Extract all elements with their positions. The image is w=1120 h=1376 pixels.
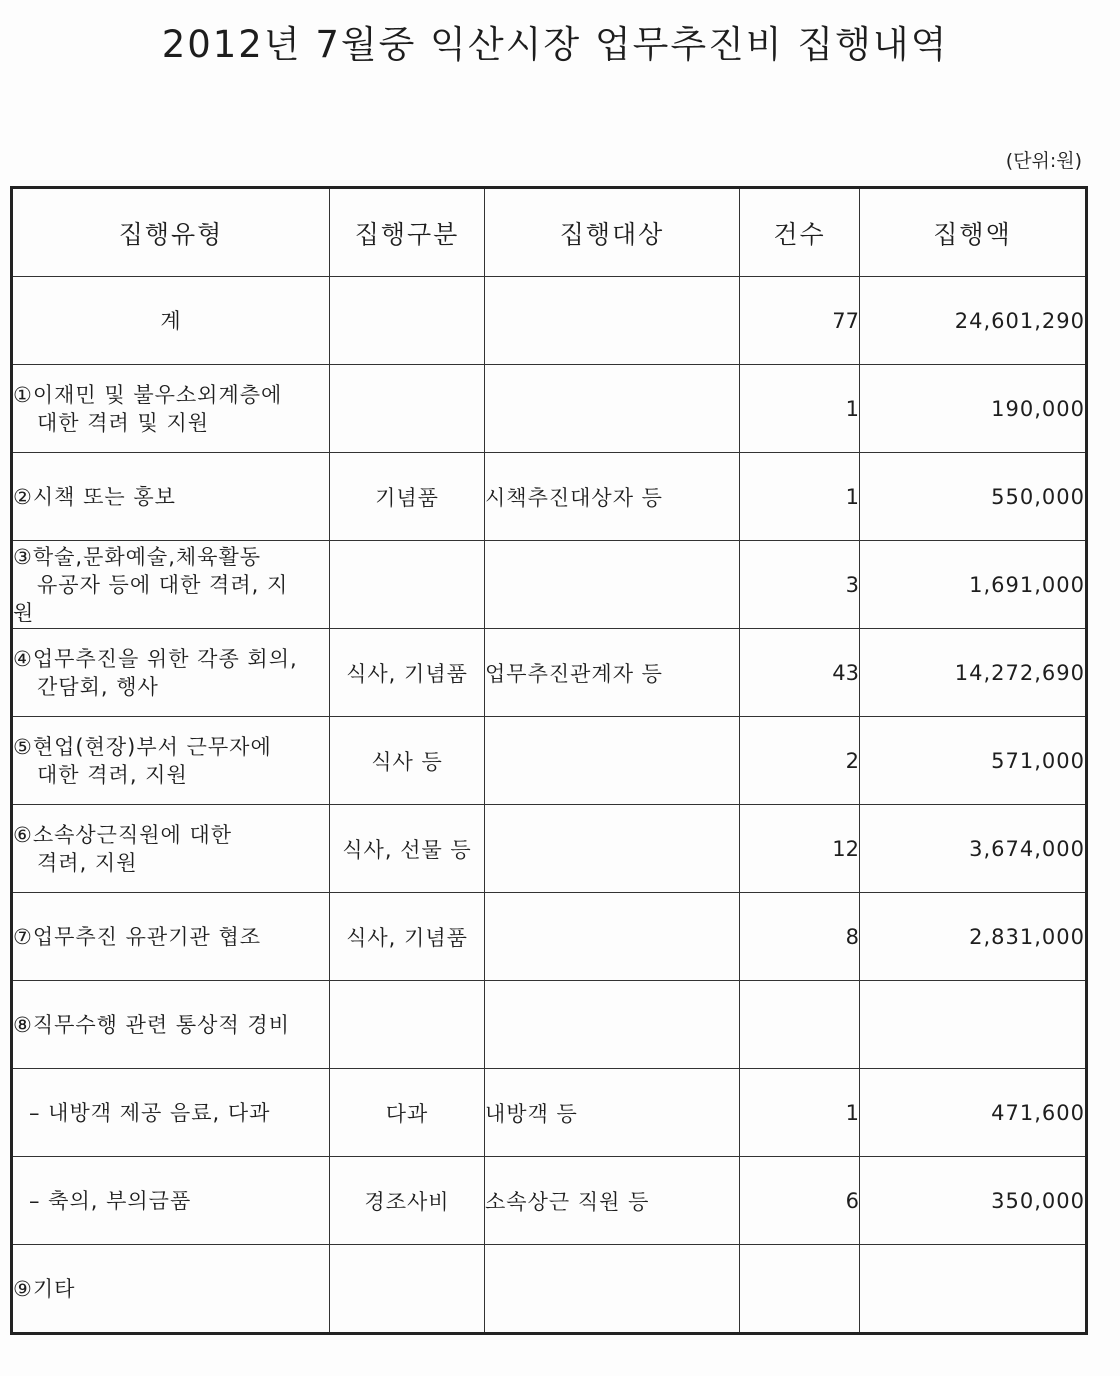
expense-table [10,186,1088,1335]
target-cell: 시책추진대상자 등 [485,453,740,541]
type-cell [12,541,330,629]
table-row [12,1069,1087,1157]
type-cell [12,1157,330,1245]
type-cell [12,453,330,541]
category-cell: 식사 등 [330,717,485,805]
amount-cell: 2,831,000 [860,893,1087,981]
amount-cell: 24,601,290 [860,277,1087,365]
type-cell [12,629,330,717]
table-row [12,1245,1087,1334]
category-cell: 식사, 기념품 [330,893,485,981]
type-text: ②시책 또는 홍보 [13,484,176,509]
amount-cell: 350,000 [860,1157,1087,1245]
target-cell: 소속상근 직원 등 [485,1157,740,1245]
category-cell: 경조사비 [330,1157,485,1245]
category-cell [330,1245,485,1334]
type-cell [12,1245,330,1334]
type-cell [12,277,330,365]
table-row [12,541,1087,629]
table-row [12,629,1087,717]
amount-cell [860,981,1087,1069]
table-row [12,893,1087,981]
type-text: ⑧직무수행 관련 통상적 경비 [13,1012,290,1037]
category-cell: 기념품 [330,453,485,541]
category-cell [330,541,485,629]
count-cell: 12 [740,805,860,893]
amount-cell: 3,674,000 [860,805,1087,893]
header-count: 건수 [740,188,860,277]
table-row [12,1157,1087,1245]
type-text-cont: 격려, 지원 [37,850,138,875]
category-cell: 식사, 선물 등 [330,805,485,893]
amount-cell [860,1245,1087,1334]
header-amount: 집행액 [860,188,1087,277]
type-text: ①이재민 및 불우소외계층에 [13,382,283,407]
count-cell: 2 [740,717,860,805]
type-cell [12,717,330,805]
type-cell [12,365,330,453]
type-text: ④업무추진을 위한 각종 회의, [13,646,298,671]
type-text-wrap: 원 [13,600,35,625]
category-cell [330,365,485,453]
type-text-cont: 간담회, 행사 [37,674,159,699]
type-text-cont: 유공자 등에 대한 격려, 지 [37,572,289,597]
amount-cell: 571,000 [860,717,1087,805]
count-cell: 1 [740,1069,860,1157]
table-row [12,717,1087,805]
type-text: – 내방객 제공 음료, 다과 [29,1100,271,1125]
target-cell [485,981,740,1069]
type-text: ⑦업무추진 유관기관 협조 [13,924,262,949]
table-row [12,805,1087,893]
type-text: ⑤현업(현장)부서 근무자에 [13,734,272,759]
type-text-cont: 대한 격려 및 지원 [37,410,210,435]
amount-cell: 471,600 [860,1069,1087,1157]
target-cell [485,277,740,365]
category-cell [330,981,485,1069]
category-cell: 다과 [330,1069,485,1157]
target-cell [485,365,740,453]
header-type: 집행유형 [12,188,330,277]
category-cell [330,277,485,365]
type-text: ⑨기타 [13,1276,76,1301]
count-cell [740,1245,860,1334]
target-cell: 업무추진관계자 등 [485,629,740,717]
type-cell [12,893,330,981]
table-row [12,981,1087,1069]
count-cell: 43 [740,629,860,717]
target-cell [485,541,740,629]
count-cell [740,981,860,1069]
target-cell: 내방객 등 [485,1069,740,1157]
target-cell [485,893,740,981]
type-cell [12,805,330,893]
table-row-total [12,277,1087,365]
type-text: ③학술,문화예술,체육활동 [13,544,262,569]
type-text: – 축의, 부의금품 [29,1188,192,1213]
count-cell: 3 [740,541,860,629]
type-text-cont: 대한 격려, 지원 [37,762,188,787]
target-cell [485,1245,740,1334]
count-cell: 6 [740,1157,860,1245]
type-text: ⑥소속상근직원에 대한 [13,822,233,847]
page-title: 2012년 7월중 익산시장 업무추진비 집행내역 [161,23,949,66]
type-cell [12,981,330,1069]
category-cell: 식사, 기념품 [330,629,485,717]
count-cell: 77 [740,277,860,365]
table-row [12,453,1087,541]
amount-cell: 14,272,690 [860,629,1087,717]
type-cell [12,1069,330,1157]
amount-cell: 1,691,000 [860,541,1087,629]
amount-cell: 190,000 [860,365,1087,453]
header-target: 집행대상 [485,188,740,277]
count-cell: 8 [740,893,860,981]
header-category: 집행구분 [330,188,485,277]
unit-label: (단위:원) [1005,150,1082,172]
count-cell: 1 [740,365,860,453]
type-text: 계 [160,308,182,333]
amount-cell: 550,000 [860,453,1087,541]
target-cell [485,717,740,805]
count-cell: 1 [740,453,860,541]
table-header-row [12,188,1087,277]
table-row [12,365,1087,453]
target-cell [485,805,740,893]
